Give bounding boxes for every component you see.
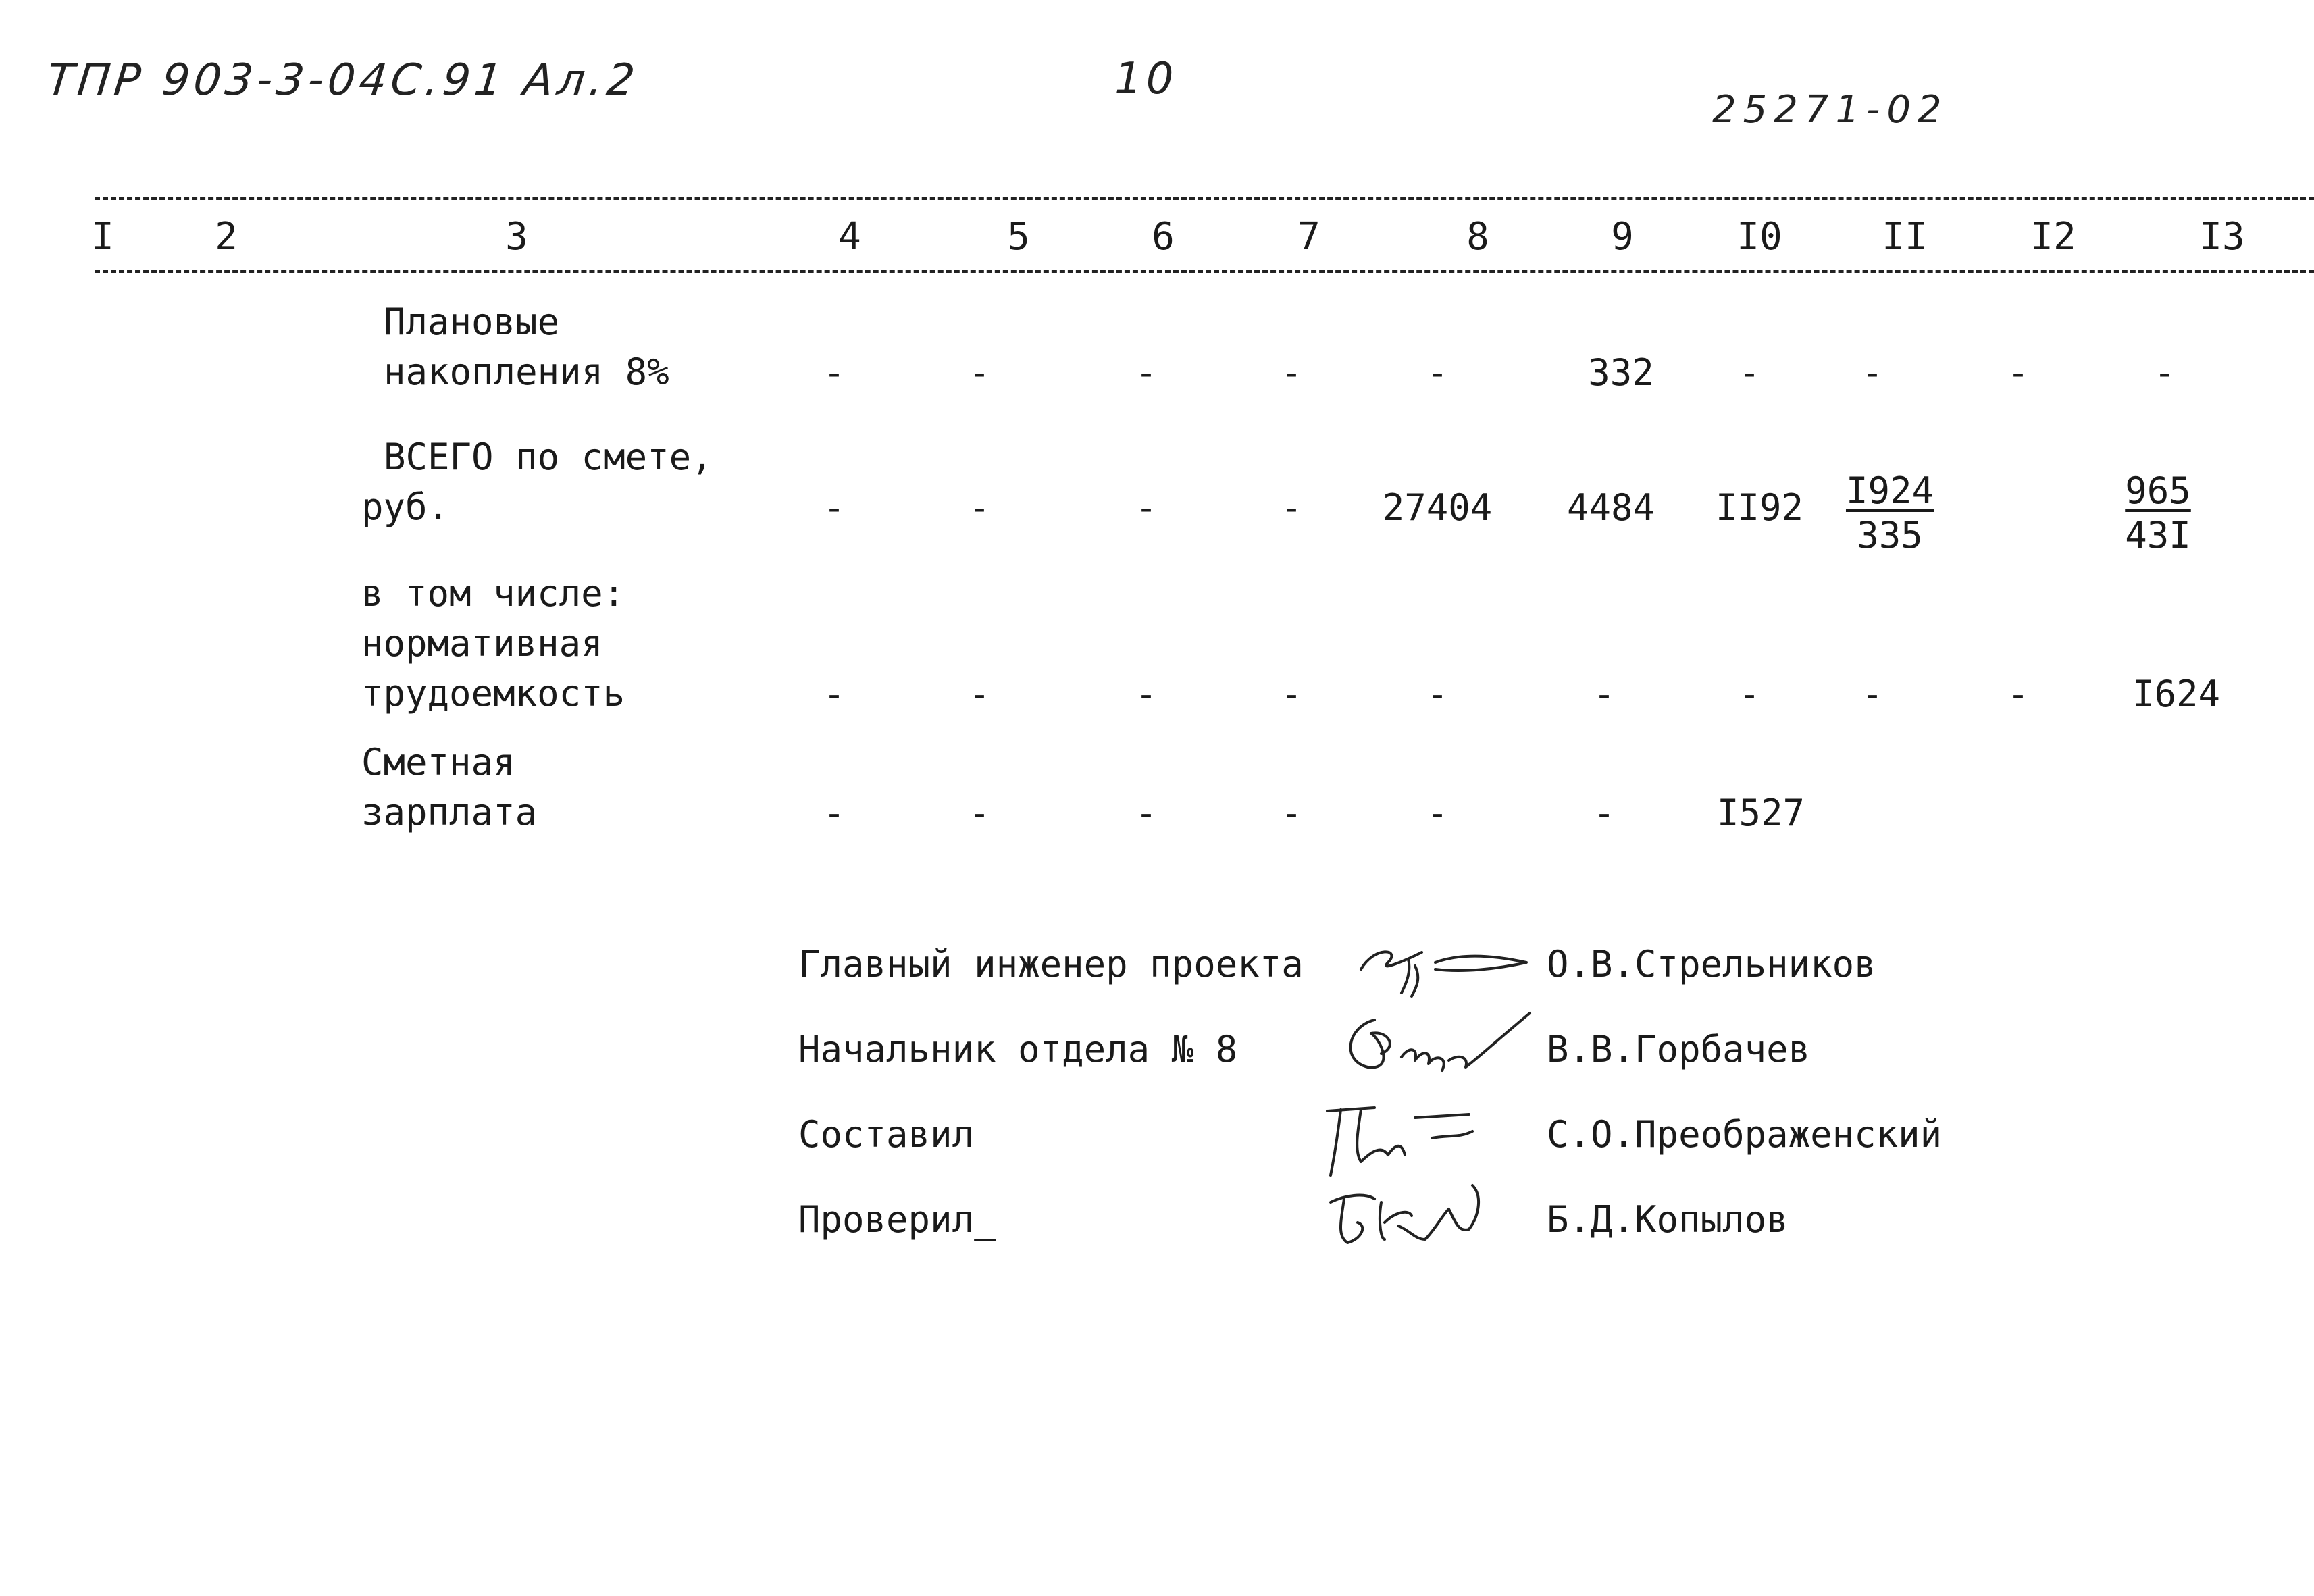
signature-role: Проверил_ <box>798 1198 996 1241</box>
cell-col6: - <box>1135 486 1158 529</box>
column-header-1: I <box>91 215 114 259</box>
cell-col5: - <box>968 792 991 834</box>
row-label-line: зарплата <box>361 791 538 833</box>
signature-name: Б.Д.Копылов <box>1547 1198 1789 1241</box>
cell-col11: - <box>1861 351 1884 394</box>
cell-col9: 4484 <box>1566 486 1655 529</box>
cell-col5: - <box>968 486 991 529</box>
handwritten-signature <box>1347 932 1537 1006</box>
cell-col10: - <box>1738 673 1761 715</box>
column-header-10: I0 <box>1737 215 1782 259</box>
column-header-2: 2 <box>215 215 238 259</box>
cell-col10: - <box>1738 351 1761 394</box>
cell-col5: - <box>968 673 991 715</box>
cell-col10: I527 <box>1716 792 1805 834</box>
column-header-13: I3 <box>2199 215 2245 259</box>
column-header-4: 4 <box>838 215 861 259</box>
cell-col12: - <box>2007 673 2030 715</box>
cell-col8: - <box>1426 673 1449 715</box>
cell-col11: - <box>1861 673 1884 715</box>
signature-name: В.В.Горбачев <box>1547 1028 1811 1071</box>
cell-col11-fraction <box>1846 469 1934 558</box>
cell-col9: 332 <box>1588 351 1654 394</box>
row-label-line: Плановые <box>384 301 560 343</box>
cell-col8: - <box>1426 792 1449 834</box>
signature-name: С.О.Преображенский <box>1547 1113 1943 1156</box>
cell-col4: - <box>823 486 846 529</box>
fraction-denominator: 335 <box>1857 514 1923 557</box>
cell-col10: II92 <box>1715 486 1804 529</box>
cell-col8: 27404 <box>1382 486 1493 529</box>
column-header-11: II <box>1882 215 1928 259</box>
cell-col4: - <box>823 673 846 715</box>
cell-col7: - <box>1280 673 1303 715</box>
cell-col12: - <box>2007 351 2030 394</box>
table-header-rule <box>95 270 2314 273</box>
fraction-numerator: 965 <box>2125 469 2191 512</box>
column-header-9: 9 <box>1611 215 1634 259</box>
signature-role: Главный инженер проекта <box>798 943 1304 985</box>
cell-col13: - <box>2153 351 2176 394</box>
handwritten-signature <box>1334 1000 1537 1087</box>
column-header-6: 6 <box>1152 215 1175 259</box>
row-label-line: в том числе: <box>361 572 625 615</box>
cell-col6: - <box>1135 673 1158 715</box>
table-top-rule <box>95 197 2314 200</box>
cell-col9: - <box>1593 792 1616 834</box>
signature-name: О.В.Стрельников <box>1547 943 1876 985</box>
document-number: 25271-02 <box>1712 88 1949 132</box>
fraction-denominator: 43I <box>2125 514 2191 557</box>
handwritten-signature <box>1314 1098 1489 1185</box>
cell-col6: - <box>1135 792 1158 834</box>
fraction-numerator: I924 <box>1845 469 1934 512</box>
cell-col7: - <box>1280 351 1303 394</box>
cell-col5: - <box>968 351 991 394</box>
column-header-12: I2 <box>2030 215 2076 259</box>
handwritten-signature <box>1317 1175 1493 1263</box>
column-header-3: 3 <box>505 215 528 259</box>
row-label-line: Сметная <box>361 741 515 783</box>
cell-col13: I624 <box>2132 673 2221 715</box>
row-label-line: ВСЕГО по смете, <box>384 436 713 478</box>
row-label-line: накопления 8% <box>384 351 669 393</box>
signature-role: Начальник отдела № 8 <box>798 1028 1238 1071</box>
cell-col7: - <box>1280 486 1303 529</box>
row-label-line: нормативная <box>361 622 603 665</box>
column-header-8: 8 <box>1466 215 1489 259</box>
signature-role: Составил <box>798 1113 975 1156</box>
column-header-5: 5 <box>1007 215 1030 259</box>
cell-col6: - <box>1135 351 1158 394</box>
row-label-line: трудоемкость <box>361 672 625 715</box>
cell-col4: - <box>823 792 846 834</box>
page-number: 10 <box>1114 54 1178 104</box>
row-label-line: руб. <box>361 486 450 528</box>
cell-col13-fraction <box>2125 469 2191 558</box>
cell-col4: - <box>823 351 846 394</box>
cell-col8: - <box>1426 351 1449 394</box>
column-header-7: 7 <box>1297 215 1320 259</box>
cell-col9: - <box>1593 673 1616 715</box>
cell-col7: - <box>1280 792 1303 834</box>
document-code: ТПР 903-3-04С.91 Ал.2 <box>45 55 642 105</box>
